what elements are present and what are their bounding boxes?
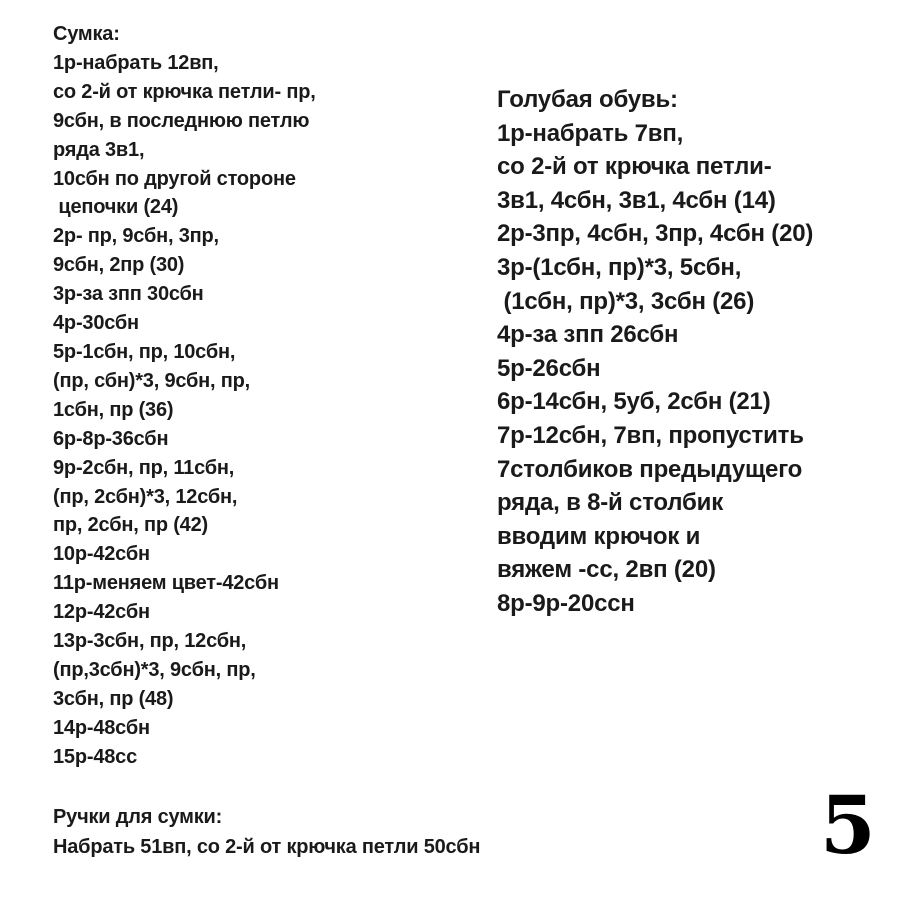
bag-line: 9р-2сбн, пр, 11сбн, bbox=[53, 456, 235, 479]
shoes-line: (1сбн, пр)*3, 3сбн (26) bbox=[497, 287, 755, 315]
bag-line: 9сбн, в последнюю петлю bbox=[53, 109, 310, 132]
shoes-line: 7столбиков предыдущего bbox=[497, 455, 803, 483]
bag-line: 13р-3сбн, пр, 12сбн, bbox=[53, 630, 247, 653]
bag-line: 1сбн, пр (36) bbox=[53, 398, 174, 421]
bag-line: 1р-набрать 12вп, bbox=[53, 51, 219, 74]
bag-line: 12р-42сбн bbox=[53, 601, 150, 624]
bag-line: 5р-1сбн, пр, 10сбн, bbox=[53, 340, 236, 363]
page-number: 5 bbox=[820, 778, 876, 872]
shoes-line: 8р-9р-20ссн bbox=[497, 589, 635, 617]
bag-line: 3р-за зпп 30сбн bbox=[53, 283, 204, 306]
shoes-line: 6р-14сбн, 5уб, 2сбн (21) bbox=[497, 388, 771, 416]
bag-line: 14р-48сбн bbox=[53, 716, 150, 739]
bag-line: 10сбн по другой стороне bbox=[53, 167, 296, 190]
bag-line: 10р-42сбн bbox=[53, 543, 150, 566]
bag-line: цепочки (24) bbox=[53, 196, 179, 219]
bag-instructions bbox=[53, 20, 316, 772]
shoes-line: вяжем -сс, 2вп (20) bbox=[497, 556, 716, 584]
bag-line: 4р-30сбн bbox=[53, 312, 139, 335]
bag-line: ряда 3в1, bbox=[53, 138, 145, 161]
bag-line: пр, 2сбн, пр (42) bbox=[53, 514, 208, 537]
bag-line: (пр,3сбн)*3, 9сбн, пр, bbox=[53, 658, 256, 681]
shoes-line: ряда, в 8-й столбик bbox=[497, 489, 724, 517]
bag-line: 9сбн, 2пр (30) bbox=[53, 254, 185, 277]
bag-line: 3сбн, пр (48) bbox=[53, 687, 174, 710]
shoes-line: 7р-12сбн, 7вп, пропустить bbox=[497, 421, 804, 449]
bag-line: 15р-48сс bbox=[53, 745, 138, 768]
shoes-title: Голубая обувь: bbox=[497, 86, 678, 113]
bag-title: Сумка: bbox=[53, 23, 120, 45]
shoes-line: 4р-за зпп 26сбн bbox=[497, 321, 679, 349]
shoes-line: 3р-(1сбн, пр)*3, 5сбн, bbox=[497, 253, 742, 281]
bag-line: со 2-й от крючка петли- пр, bbox=[53, 80, 316, 103]
handles-instructions bbox=[53, 802, 480, 862]
bag-line: 2р- пр, 9сбн, 3пр, bbox=[53, 225, 219, 248]
shoes-line: вводим крючок и bbox=[497, 522, 701, 550]
bag-line: (пр, сбн)*3, 9сбн, пр, bbox=[53, 369, 251, 392]
bag-line: 6р-8р-36сбн bbox=[53, 427, 169, 450]
bag-line: 11р-меняем цвет-42сбн bbox=[53, 572, 279, 595]
handles-title: Ручки для сумки: bbox=[53, 806, 223, 828]
shoes-line: 1р-набрать 7вп, bbox=[497, 119, 684, 147]
bag-line: (пр, 2сбн)*3, 12сбн, bbox=[53, 485, 238, 508]
shoes-instructions bbox=[497, 83, 813, 621]
shoes-line: 5р-26сбн bbox=[497, 354, 601, 382]
handles-line: Набрать 51вп, со 2-й от крючка петли 50сбн bbox=[53, 836, 481, 858]
shoes-line: со 2-й от крючка петли- bbox=[497, 153, 772, 181]
shoes-line: 3в1, 4сбн, 3в1, 4сбн (14) bbox=[497, 186, 776, 214]
shoes-line: 2р-3пр, 4сбн, 3пр, 4сбн (20) bbox=[497, 220, 814, 248]
